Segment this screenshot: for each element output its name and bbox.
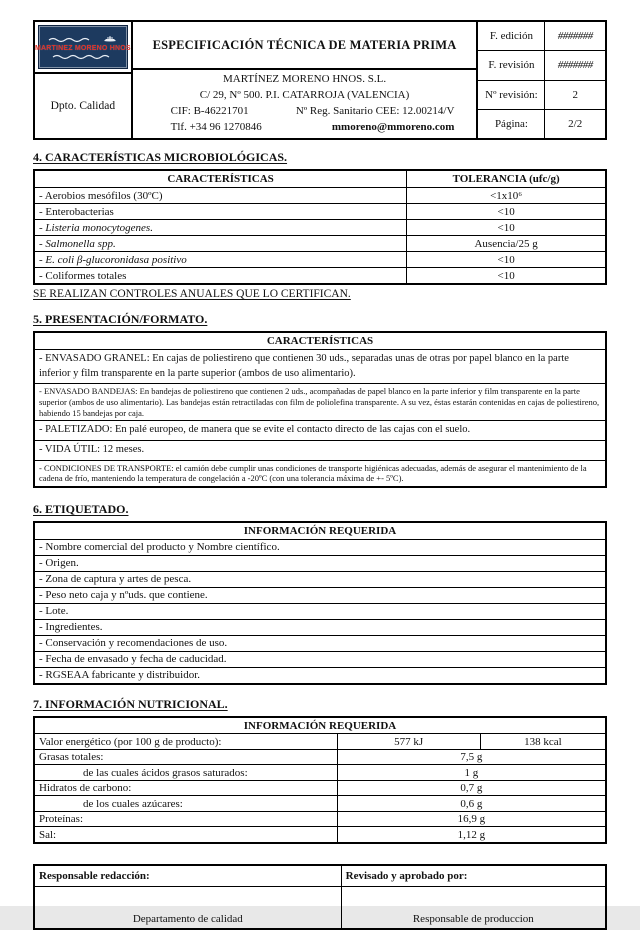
logo-brand-text: MARTINEZ MORENO HNOS [34, 44, 131, 52]
table-row [35, 251, 605, 267]
table-row [35, 235, 605, 251]
revision-box [478, 22, 605, 138]
fat-value: 7,5 g [460, 751, 483, 764]
nutrition-header: INFORMACIÓN REQUERIDA [243, 719, 397, 732]
characteristic-label: - Coliformes totales [35, 268, 407, 283]
tolerance-value: <10 [497, 205, 515, 218]
salt-value: 1,12 g [457, 828, 486, 841]
table-row [35, 539, 605, 555]
table-row [35, 795, 605, 811]
signoff-table [33, 864, 607, 930]
transport-conditions-text: - CONDICIONES DE TRANSPORTE: el camión debe cumplir unas condiciones de transporte higiénicas adecuadas, además de asegurar el mantenimiento de la cadena de frío, manteniendo la temperatura de congelación a -20ºC (con una tolerancia máxima de +- 5ºC). [39, 462, 587, 484]
labelling-table [33, 521, 607, 685]
protein-value: 16,9 g [457, 813, 486, 826]
edition-date-value: ####### [557, 30, 593, 43]
company-email: mmoreno@mmoreno.com [331, 121, 455, 134]
revision-number-value: 2 [572, 88, 578, 101]
palletizing-text: - PALETIZADO: En palé europeo, de manera que se evite el contacto directo de las cajas con el suelo. [39, 424, 471, 436]
boat-icon [103, 35, 117, 43]
tolerance-value: <10 [497, 253, 515, 266]
table-row [35, 420, 605, 440]
document-title: ESPECIFICACIÓN TÉCNICA DE MATERIA PRIMA [152, 37, 457, 52]
shelf-life-text: - VIDA ÚTIL: 12 meses. [39, 443, 145, 455]
label-item: - Fecha de envasado y fecha de caducidad. [39, 653, 227, 666]
column-header-tolerance: TOLERANCIA (ufc/g) [452, 173, 560, 185]
table-row [35, 811, 605, 827]
drafted-by-label: Responsable redacción: [35, 866, 342, 886]
label-item: - Origen. [39, 557, 79, 570]
table-row [35, 651, 605, 667]
tolerance-value: <1x10⁶ [490, 189, 523, 202]
section6-heading: 6. ETIQUETADO. [33, 501, 129, 516]
table-row [35, 267, 605, 283]
annual-controls-note: SE REALIZAN CONTROLES ANUALES QUE LO CERTIFICAN. [33, 288, 351, 300]
table-row [35, 603, 605, 619]
table-row [35, 619, 605, 635]
energy-kj-value: 577 kJ [338, 734, 481, 749]
characteristic-label: - Aerobios mesófilos (30ºC) [35, 188, 407, 203]
table-row [35, 203, 605, 219]
page-label: Página: [478, 110, 545, 138]
sugars-label: de los cuales azúcares: [35, 796, 338, 811]
microbiology-table [33, 169, 607, 285]
label-item: - Peso neto caja y nºuds. que contiene. [39, 589, 208, 602]
label-item: - Lote. [39, 605, 69, 618]
carbohydrate-label: Hidratos de carbono: [35, 781, 338, 796]
characteristic-label: - E. coli β-glucoronidasa positivo [35, 252, 407, 267]
tray-packaging-text: - ENVASADO BANDEJAS: En bandejas de poliestireno que contienen 2 uds., acompañadas de papel blanco en la parte inferior y film transparente en la parte superior (ambos de uso alimentario). Las bandejas están retractiladas con film de poliolefina transparente. A su vez, éstas estarán contenidas en cajas de poliestireno, habiendo 15 bandejas por caja. [39, 386, 600, 418]
table-row [35, 187, 605, 203]
company-sanitary-reg: Nº Reg. Sanitario CEE: 12.00214/V [295, 105, 455, 118]
drafted-by-value: Departamento de calidad [35, 887, 342, 928]
salt-label: Sal: [35, 827, 338, 842]
logo-script-top [48, 36, 100, 42]
table-row [35, 460, 605, 486]
bulk-packaging-text: - ENVASADO GRANEL: En cajas de poliestireno que contienen 30 uds., separadas unas de otras por papel blanco en la parte inferior y film transparente en la parte superior (ambos de uso alimentario). [39, 353, 569, 379]
label-item: - Conservación y recomendaciones de uso. [39, 637, 228, 650]
table-row [35, 587, 605, 603]
section7-heading: 7. INFORMACIÓN NUTRICIONAL. [33, 696, 228, 711]
company-logo [34, 25, 131, 69]
table-row [35, 667, 605, 683]
table-row [35, 349, 605, 383]
label-item: - Ingredientes. [39, 621, 103, 634]
company-address: C/ 29, Nº 500. P.I. CATARROJA (VALENCIA) [199, 89, 410, 102]
tolerance-value: Ausencia/25 g [474, 237, 538, 250]
table-row [35, 749, 605, 765]
table-row [35, 555, 605, 571]
section4-heading: 4. CARACTERÍSTICAS MICROBIOLÓGICAS. [33, 150, 288, 164]
revision-date-label: F. revisión [478, 51, 545, 79]
nutrition-table [33, 716, 607, 844]
tolerance-value: <10 [497, 269, 515, 282]
approved-by-label: Revisado y aprobado por: [345, 869, 468, 882]
presentation-header: CARACTERÍSTICAS [266, 335, 374, 347]
table-row [35, 219, 605, 235]
company-info [133, 70, 477, 138]
fat-label: Grasas totales: [35, 750, 338, 765]
page-value: 2/2 [568, 117, 583, 130]
table-row [35, 440, 605, 460]
department-label: Dpto. Calidad [50, 100, 116, 112]
presentation-table [33, 331, 607, 488]
characteristic-label: - Enterobacterias [35, 204, 407, 219]
company-name: MARTÍNEZ MORENO HNOS. S.L. [222, 73, 387, 86]
table-row [35, 733, 605, 749]
company-phone: Tlf. +34 96 1270846 [170, 121, 262, 134]
logo-script-bottom [52, 54, 114, 60]
characteristic-label: - Listeria monocytogenes. [35, 220, 407, 235]
label-item: - Zona de captura y artes de pesca. [39, 573, 192, 586]
characteristic-label: - Salmonella spp. [35, 236, 407, 251]
label-item: - Nombre comercial del producto y Nombre científico. [39, 541, 280, 554]
revision-date-value: ####### [557, 59, 593, 72]
table-row [35, 383, 605, 420]
header-table [33, 20, 607, 140]
table-row [35, 635, 605, 651]
table-row [35, 571, 605, 587]
revision-number-label: Nº revisión: [478, 81, 545, 109]
carbohydrate-value: 0,7 g [460, 782, 483, 795]
tolerance-value: <10 [497, 221, 515, 234]
saturated-fat-label: de las cuales ácidos grasos saturados: [35, 765, 338, 780]
approved-by-value: Responsable de produccion [412, 912, 534, 925]
saturated-fat-value: 1 g [464, 766, 479, 779]
table-row [35, 764, 605, 780]
edition-date-label: F. edición [478, 22, 545, 50]
logo-cell [35, 22, 131, 74]
section5-heading: 5. PRESENTACIÓN/FORMATO. [33, 312, 208, 326]
column-header-characteristics: CARACTERÍSTICAS [35, 171, 407, 187]
company-cif: CIF: B-46221701 [170, 105, 249, 118]
labelling-header: INFORMACIÓN REQUERIDA [243, 524, 397, 537]
sugars-value: 0,6 g [460, 797, 483, 810]
table-row [35, 780, 605, 796]
energy-label: Valor energético (por 100 g de producto): [35, 734, 338, 749]
energy-kcal-value: 138 kcal [524, 735, 562, 748]
protein-label: Proteínas: [35, 812, 338, 827]
label-item: - RGSEAA fabricante y distribuidor. [39, 669, 201, 682]
table-row [35, 826, 605, 842]
